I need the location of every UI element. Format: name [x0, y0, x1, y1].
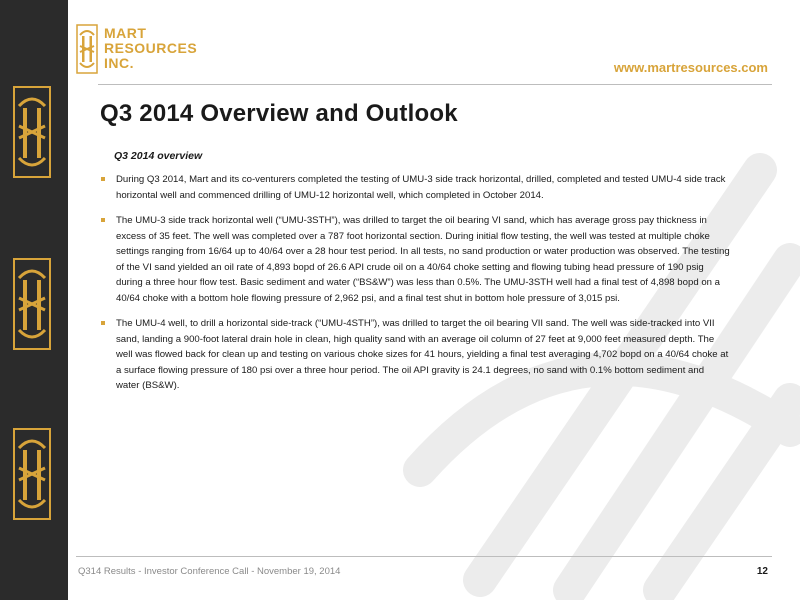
logo-line: INC.: [104, 55, 134, 71]
brand-mark-icon: [13, 428, 51, 520]
bullet-list: [100, 172, 730, 404]
website-link[interactable]: www.martresources.com: [613, 60, 768, 75]
company-logo-text: [104, 26, 197, 71]
brand-mark-icon: [13, 258, 51, 350]
brand-mark-icon: [76, 24, 98, 74]
header-divider: [98, 84, 772, 85]
logo-line: MART: [104, 25, 147, 41]
bullet-item: The UMU-4 well, to drill a horizontal side-track (“UMU-4STH”), was drilled to target the oil bearing VII sand. The well was side-tracked into VII sand, landing a 900-foot lateral drain hole in clean, high quality sand with an average oil column of 27 feet at 9,000 feet measured depth. The well was flowed back for clean up and testing on various choke sizes for 41 hours, yielding a final test averaging 4,702 bopd on a 40/64 choke at a surface flowing pressure of 180 psi over a three hour period. The oil API gravity is 24.1 degrees, no sand with 0.1% bottom sediment and water (BS&W).: [100, 316, 730, 394]
company-logo: [76, 24, 216, 78]
logo-line: RESOURCES: [104, 40, 198, 56]
left-sidebar: [0, 0, 68, 600]
brand-mark-icon: [13, 86, 51, 178]
footer-divider: [76, 556, 772, 557]
bullet-item: The UMU-3 side track horizontal well (“UMU-3STH”), was drilled to target the oil bearing VI sand, which has average gross pay thickness in excess of 35 feet. The well was completed over a 787 foot horizontal section. During initial flow testing, the well was tested at multiple choke settings ranging from 16/64 up to 40/64 over a 28 hour test period. In all tests, no sand production or water production was observed. The testing of the VI sand yielded an oil rate of 4,893 bopd of 26.6 API crude oil on a 40/64 choke setting and flowing tubing head pressure of 190 psig during a three hour flow test. Basic sediment and water (“BS&W”) was less than 0.5%. The UMU-3STH well had a final test of 4,898 bopd on a 40/64 choke with a bottom hole flowing pressure of 2,962 psi, and a final test shut in bottom hole pressure of 3,015 psi.: [100, 213, 730, 306]
page-number: 12: [756, 566, 768, 577]
slide-title: Q3 2014 Overview and Outlook: [100, 100, 458, 127]
section-subtitle: Q3 2014 overview: [114, 150, 203, 162]
footer-text: Q314 Results - Investor Conference Call - November 19, 2014: [78, 566, 341, 577]
bullet-item: During Q3 2014, Mart and its co-venturers completed the testing of UMU-3 side track horizontal, drilled, completed and tested UMU-4 side track horizontal well and commenced drilling of UMU-12 horizontal well, which completed in October 2014.: [100, 172, 730, 203]
